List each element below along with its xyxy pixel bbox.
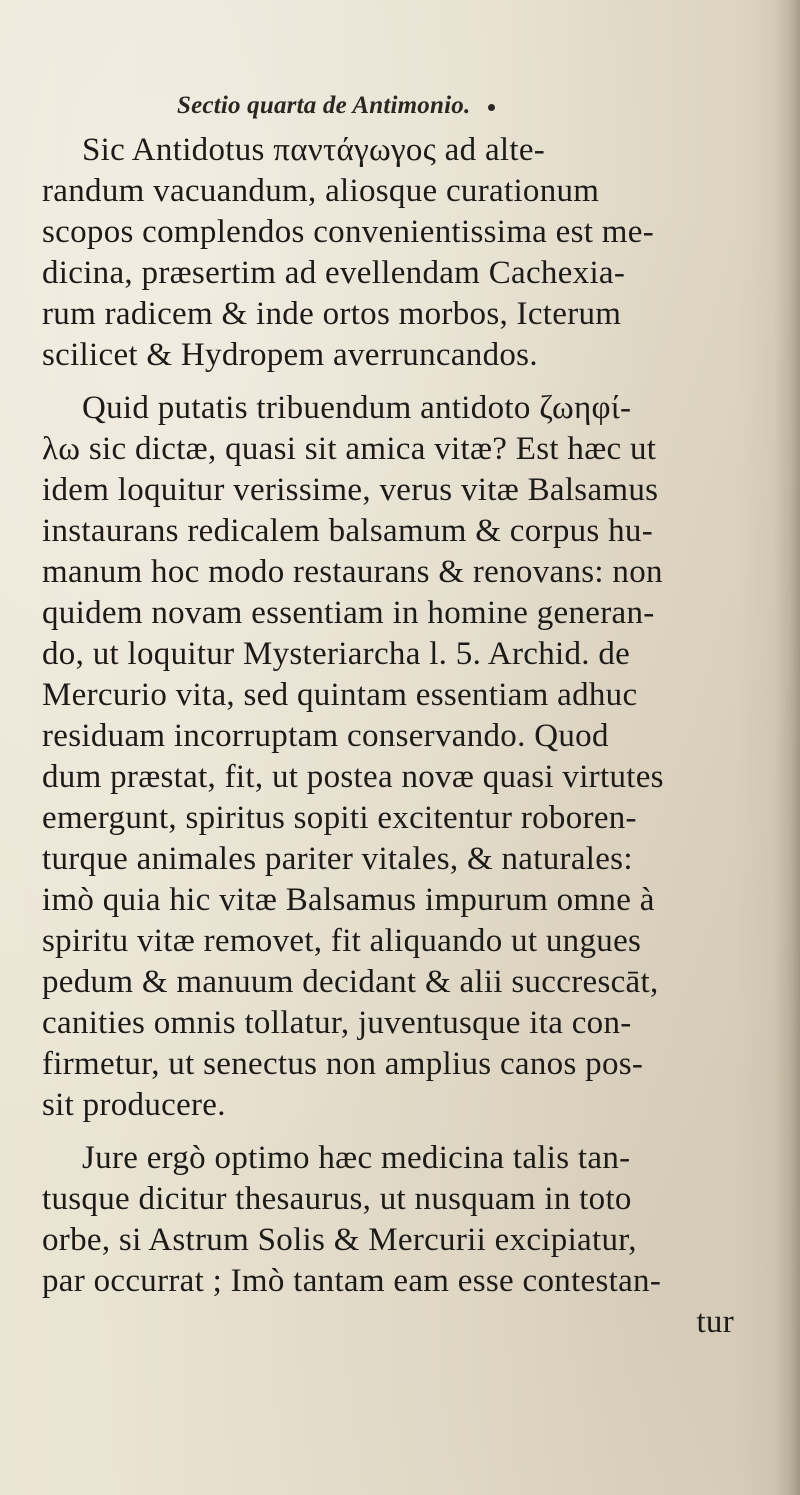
- text-line: dicina, præsertim ad evellendam Cachexia-: [42, 255, 626, 291]
- text-line: emergunt, spiritus sopiti excitentur roboren-: [42, 800, 637, 836]
- text-line: pedum & manuum decidant & alii succrescāt,: [42, 964, 659, 1000]
- text-line: residuam incorruptam conservando. Quod: [42, 718, 609, 754]
- text-line: randum vacuandum, aliosque curationum: [42, 173, 600, 209]
- text-line: sit producere.: [42, 1087, 226, 1123]
- catchword: tur: [696, 1304, 734, 1340]
- text-line: λω sic dictæ, quasi sit amica vitæ? Est hæc ut: [42, 431, 657, 467]
- text-block: [42, 92, 782, 1343]
- text-line: rum radicem & inde ortos morbos, Icterum: [42, 296, 622, 332]
- running-head-text: Sectio quarta de Antimonio.: [177, 92, 471, 119]
- text-line: firmetur, ut senectus non amplius canos pos-: [42, 1046, 644, 1082]
- text-line: quidem novam essentiam in homine generan-: [42, 595, 655, 631]
- text-line: par occurrat ; Imò tantam eam esse contestan-: [42, 1263, 662, 1299]
- text-line: Mercurio vita, sed quintam essentiam adhuc: [42, 677, 638, 713]
- text-line: Quid putatis tribuendum antidoto ζωηφί-: [82, 390, 632, 426]
- text-line: Jure ergò optimo hæc medicina talis tan-: [82, 1140, 631, 1176]
- paragraph-1: [42, 130, 782, 376]
- text-line: scilicet & Hydropem averruncandos.: [42, 337, 538, 373]
- text-line: orbe, si Astrum Solis & Mercurii excipiatur,: [42, 1222, 637, 1258]
- text-line: idem loquitur verissime, verus vitæ Balsamus: [42, 472, 659, 508]
- text-line: manum hoc modo restaurans & renovans: non: [42, 554, 663, 590]
- paragraph-2: [42, 388, 782, 1126]
- running-head: [177, 92, 782, 120]
- text-line: scopos complendos convenientissima est me-: [42, 214, 654, 250]
- text-line: spiritu vitæ removet, fit aliquando ut ungues: [42, 923, 642, 959]
- text-line: dum præstat, fit, ut postea novæ quasi virtutes: [42, 759, 664, 795]
- text-line: do, ut loquitur Mysteriarcha l. 5. Archid. de: [42, 636, 631, 672]
- paragraph-3: [42, 1138, 782, 1302]
- text-line: turque animales pariter vitales, & naturales:: [42, 841, 633, 877]
- text-line: Sic Antidotus παντάγωγος ad alte-: [82, 132, 546, 168]
- text-line: imò quia hic vitæ Balsamus impurum omne à: [42, 882, 655, 918]
- text-line: tusque dicitur thesaurus, ut nusquam in toto: [42, 1181, 632, 1217]
- ornament-dot-icon: [488, 104, 495, 111]
- text-line: canities omnis tollatur, juventusque ita con-: [42, 1005, 632, 1041]
- text-line: instaurans redicalem balsamum & corpus hu-: [42, 513, 654, 549]
